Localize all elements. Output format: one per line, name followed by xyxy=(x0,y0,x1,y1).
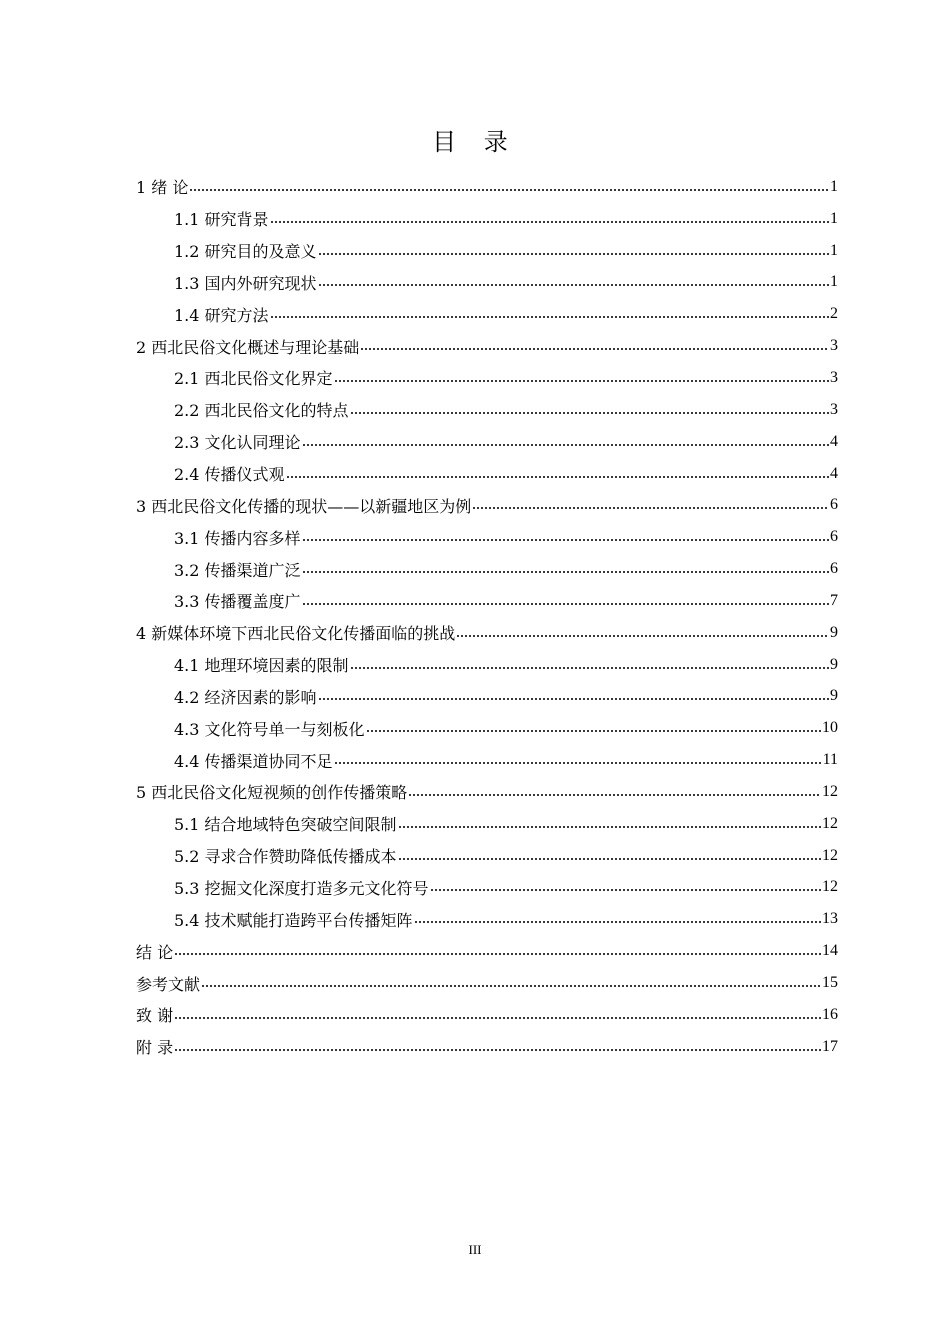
toc-subsection-entry[interactable] xyxy=(136,808,838,840)
toc-entry-page-number: 16 xyxy=(822,1005,838,1023)
toc-entry-page-number: 9 xyxy=(830,623,838,641)
toc-entry-page-number: 4 xyxy=(830,432,838,450)
toc-subsection-entry[interactable] xyxy=(136,872,838,904)
toc-dot-leader xyxy=(270,221,829,223)
toc-subsection-entry[interactable] xyxy=(136,458,838,490)
toc-entry-page-number: 2 xyxy=(830,305,838,323)
toc-entry-page-number: 1 xyxy=(830,241,838,259)
toc-dot-leader xyxy=(334,762,822,764)
toc-dot-leader xyxy=(408,794,821,796)
toc-dot-leader xyxy=(318,284,829,286)
toc-entry-page-number: 3 xyxy=(830,337,838,355)
toc-entry-page-number: 6 xyxy=(830,528,838,546)
toc-dot-leader xyxy=(302,603,829,605)
toc-subsection-entry[interactable] xyxy=(136,585,838,617)
toc-entry-title: 4.3 文化符号单一与刻板化 xyxy=(174,719,365,739)
toc-section-entry[interactable] xyxy=(136,330,838,362)
toc-entry-page-number: 13 xyxy=(822,910,838,928)
toc-section-entry[interactable] xyxy=(136,999,838,1031)
toc-subsection-entry[interactable] xyxy=(136,426,838,458)
toc-entry-title: 1.3 国内外研究现状 xyxy=(174,273,317,293)
toc-section-entry[interactable] xyxy=(136,935,838,967)
toc-entry-page-number: 11 xyxy=(822,751,838,769)
toc-dot-leader xyxy=(430,889,821,891)
toc-entry-title: 致 谢 xyxy=(136,1006,174,1026)
toc-dot-leader xyxy=(456,635,829,637)
toc-dot-leader xyxy=(174,953,821,955)
toc-entry-page-number: 15 xyxy=(822,974,838,992)
toc-entry-title: 4.4 传播渠道协同不足 xyxy=(174,751,333,771)
toc-entry-page-number: 6 xyxy=(830,496,838,514)
toc-dot-leader xyxy=(302,571,829,573)
toc-entry-title: 结 论 xyxy=(136,942,174,962)
toc-entry-title: 附 录 xyxy=(136,1038,174,1058)
toc-dot-leader xyxy=(414,921,821,923)
toc-dot-leader xyxy=(334,380,829,382)
toc-entry-page-number: 9 xyxy=(830,687,838,705)
toc-entry-title: 参考文献 xyxy=(136,974,201,994)
toc-entry-page-number: 1 xyxy=(830,177,838,195)
toc-subsection-entry[interactable] xyxy=(136,553,838,585)
toc-section-entry[interactable] xyxy=(136,489,838,521)
toc-dot-leader xyxy=(286,476,829,478)
toc-entry-title: 3.2 传播渠道广泛 xyxy=(174,560,301,580)
toc-entry-title: 1 绪 论 xyxy=(136,178,189,198)
toc-section-entry[interactable] xyxy=(136,617,838,649)
toc-subsection-entry[interactable] xyxy=(136,521,838,553)
toc-subsection-entry[interactable] xyxy=(136,649,838,681)
toc-subsection-entry[interactable] xyxy=(136,235,838,267)
toc-entry-page-number: 12 xyxy=(822,782,838,800)
toc-section-entry[interactable] xyxy=(136,171,838,203)
toc-section-entry[interactable] xyxy=(136,1031,838,1063)
toc-entry-title: 5.3 挖掘文化深度打造多元文化符号 xyxy=(174,878,429,898)
toc-entry-title: 4.1 地理环境因素的限制 xyxy=(174,656,349,676)
toc-entry-title: 5.2 寻求合作赞助降低传播成本 xyxy=(174,847,397,867)
toc-dot-leader xyxy=(398,826,821,828)
toc-entry-page-number: 1 xyxy=(830,209,838,227)
page-title: 目 录 xyxy=(432,128,518,156)
toc-dot-leader xyxy=(318,698,829,700)
toc-dot-leader xyxy=(350,412,829,414)
toc-entry-title: 4.2 经济因素的影响 xyxy=(174,687,317,707)
toc-dot-leader xyxy=(360,348,829,350)
toc-dot-leader xyxy=(189,189,829,191)
toc-subsection-entry[interactable] xyxy=(136,267,838,299)
toc-dot-leader xyxy=(318,253,829,255)
toc-entry-title: 5.1 结合地域特色突破空间限制 xyxy=(174,815,397,835)
table-of-contents xyxy=(136,171,838,1063)
toc-entry-title: 5 西北民俗文化短视频的创作传播策略 xyxy=(136,783,408,803)
toc-entry-title: 2.4 传播仪式观 xyxy=(174,465,285,485)
toc-subsection-entry[interactable] xyxy=(136,298,838,330)
toc-entry-page-number: 7 xyxy=(830,591,838,609)
toc-dot-leader xyxy=(174,1017,821,1019)
toc-entry-title: 2.3 文化认同理论 xyxy=(174,433,301,453)
toc-section-entry[interactable] xyxy=(136,967,838,999)
toc-dot-leader xyxy=(270,316,829,318)
toc-entry-title: 3.3 传播覆盖度广 xyxy=(174,592,301,612)
toc-dot-leader xyxy=(302,539,829,541)
toc-dot-leader xyxy=(398,858,821,860)
toc-subsection-entry[interactable] xyxy=(136,203,838,235)
toc-subsection-entry[interactable] xyxy=(136,712,838,744)
toc-subsection-entry[interactable] xyxy=(136,903,838,935)
toc-entry-title: 5.4 技术赋能打造跨平台传播矩阵 xyxy=(174,910,413,930)
toc-dot-leader xyxy=(201,985,821,987)
toc-entry-title: 3 西北民俗文化传播的现状——以新疆地区为例 xyxy=(136,496,472,516)
toc-entry-page-number: 14 xyxy=(822,942,838,960)
toc-entry-title: 4 新媒体环境下西北民俗文化传播面临的挑战 xyxy=(136,624,456,644)
footer-page-number: III xyxy=(468,1242,482,1257)
toc-entry-title: 3.1 传播内容多样 xyxy=(174,528,301,548)
toc-dot-leader xyxy=(472,507,829,509)
toc-subsection-entry[interactable] xyxy=(136,394,838,426)
toc-entry-page-number: 1 xyxy=(830,273,838,291)
toc-entry-page-number: 17 xyxy=(822,1037,838,1055)
toc-entry-title: 2.2 西北民俗文化的特点 xyxy=(174,401,349,421)
toc-dot-leader xyxy=(350,667,829,669)
toc-entry-page-number: 3 xyxy=(830,368,838,386)
toc-entry-title: 1.4 研究方法 xyxy=(174,305,269,325)
toc-section-entry[interactable] xyxy=(136,776,838,808)
toc-entry-page-number: 6 xyxy=(830,560,838,578)
toc-entry-page-number: 4 xyxy=(830,464,838,482)
toc-entry-page-number: 12 xyxy=(822,846,838,864)
toc-entry-page-number: 12 xyxy=(822,878,838,896)
toc-entry-title: 2 西北民俗文化概述与理论基础 xyxy=(136,337,360,357)
toc-entry-title: 2.1 西北民俗文化界定 xyxy=(174,369,333,389)
toc-entry-page-number: 12 xyxy=(822,814,838,832)
toc-entry-title: 1.2 研究目的及意义 xyxy=(174,242,317,262)
toc-subsection-entry[interactable] xyxy=(136,744,838,776)
toc-subsection-entry[interactable] xyxy=(136,681,838,713)
toc-entry-page-number: 3 xyxy=(830,400,838,418)
toc-entry-title: 1.1 研究背景 xyxy=(174,210,269,230)
toc-entry-page-number: 9 xyxy=(830,655,838,673)
toc-subsection-entry[interactable] xyxy=(136,840,838,872)
toc-dot-leader xyxy=(302,444,829,446)
toc-dot-leader xyxy=(366,730,821,732)
toc-dot-leader xyxy=(174,1049,821,1051)
toc-entry-page-number: 10 xyxy=(822,719,838,737)
toc-subsection-entry[interactable] xyxy=(136,362,838,394)
